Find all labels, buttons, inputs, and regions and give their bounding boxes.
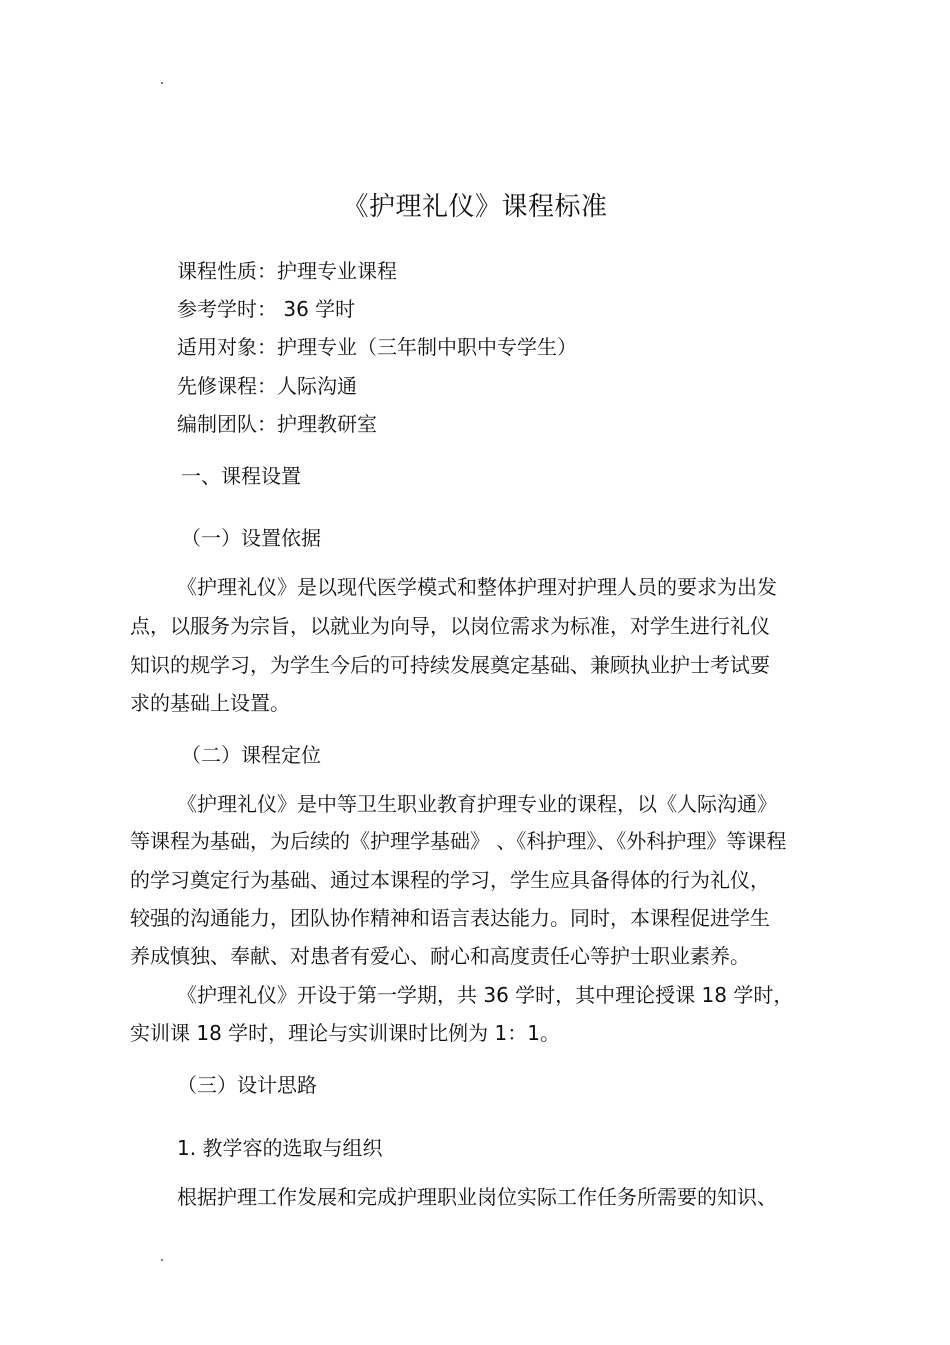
paragraph-line: 较强的沟通能力，团队协作精神和语言表达能力。同时，本课程促进学生 xyxy=(130,906,770,930)
paragraph-line: 的学习奠定行为基础、通过本课程的学习，学生应具备得体的行为礼仪， xyxy=(130,868,770,892)
document-title: 《护理礼仪》课程标准 xyxy=(342,192,608,222)
numbered-item: 1. 教学容的选取与组织 xyxy=(177,1136,383,1160)
subsection-heading: （一）设置依据 xyxy=(181,526,321,550)
paragraph-line: 《护理礼仪》开设于第一学期，共 36 学时，其中理论授课 18 学时， xyxy=(177,983,794,1007)
subsection-heading: （二）课程定位 xyxy=(181,743,321,767)
meta-credit-hours: 参考学时： 36 学时 xyxy=(177,297,356,321)
paragraph-line: 根据护理工作发展和完成护理职业岗位实际工作任务所需要的知识、 xyxy=(177,1185,777,1209)
paragraph-line: 实训课 18 学时，理论与实训课时比例为 1：1。 xyxy=(130,1021,560,1045)
meta-team: 编制团队：护理教研室 xyxy=(177,412,377,436)
paragraph-line: 等课程为基础，为后续的《护理学基础》 、《科护理》、《外科护理》等课程 xyxy=(130,829,787,853)
meta-course-nature: 课程性质：护理专业课程 xyxy=(177,259,397,283)
paragraph-line: 《护理礼仪》是以现代医学模式和整体护理对护理人员的要求为出发 xyxy=(177,575,777,599)
meta-prerequisite: 先修课程：人际沟通 xyxy=(177,374,357,398)
paragraph-line: 养成慎独、奉献、对患者有爱心、耐心和高度责任心等护士职业素养。 xyxy=(130,944,750,968)
paragraph-line: 《护理礼仪》是中等卫生职业教育护理专业的课程，以《人际沟通》 xyxy=(177,792,777,816)
page-dot-marker xyxy=(161,1259,163,1261)
page-dot-marker xyxy=(161,82,163,84)
paragraph-line: 求的基础上设置。 xyxy=(130,691,290,715)
paragraph-line: 知识的规学习，为学生今后的可持续发展奠定基础、兼顾执业护士考试要 xyxy=(130,653,770,677)
paragraph-line: 点，以服务为宗旨，以就业为向导，以岗位需求为标准，对学生进行礼仪 xyxy=(130,614,770,638)
subsection-heading: （三）设计思路 xyxy=(177,1073,317,1097)
meta-target-audience: 适用对象：护理专业（三年制中职中专学生） xyxy=(177,335,577,359)
section-heading: 一、课程设置 xyxy=(181,464,301,488)
